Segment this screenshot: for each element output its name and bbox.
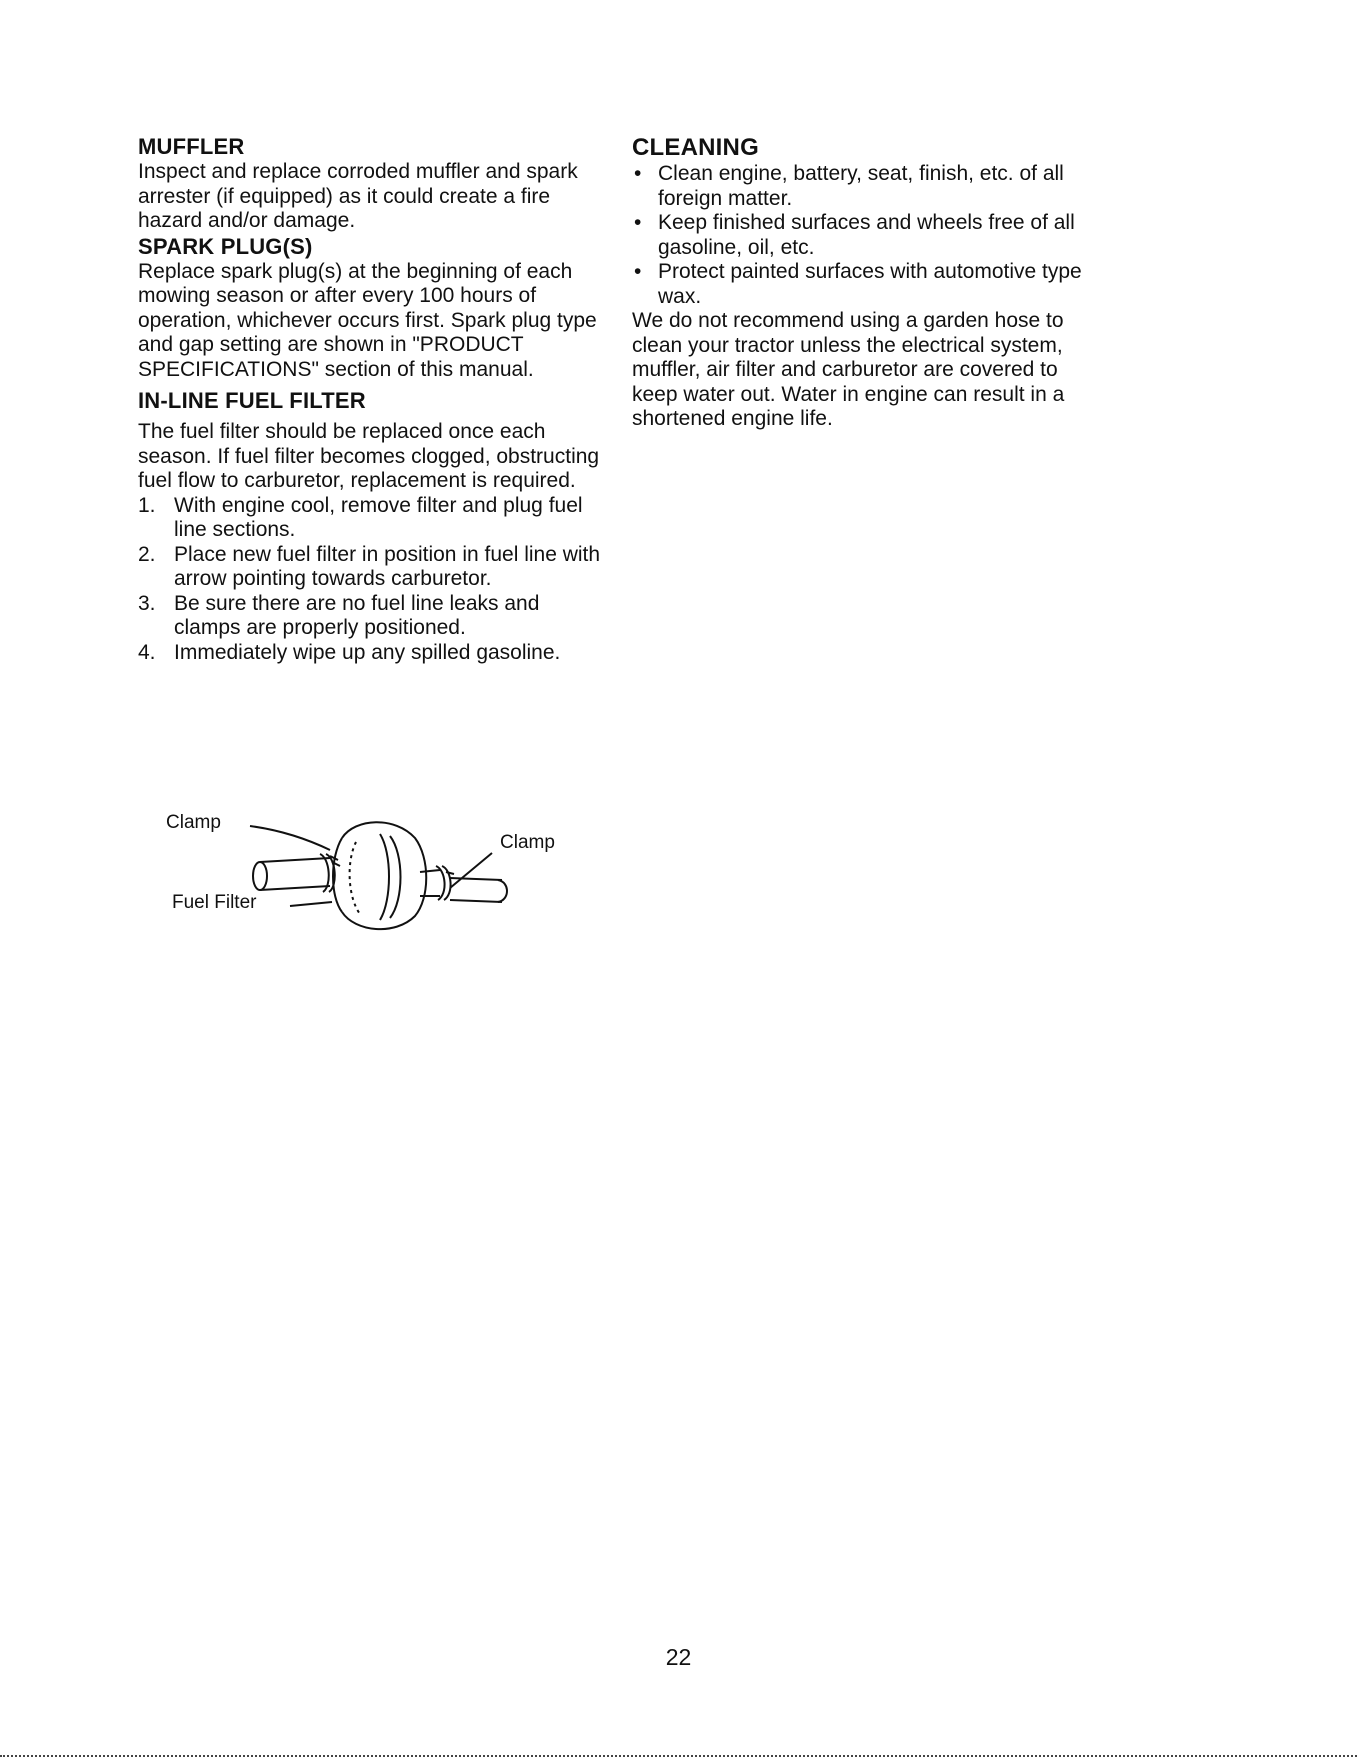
muffler-section — [138, 134, 608, 234]
bullet-glyph: • — [634, 211, 642, 234]
step-number: 4. — [138, 640, 156, 664]
list-item — [632, 211, 1102, 260]
fuel-filter-body: The fuel filter should be replaced once each season. If fuel filter becomes clogged, obstructing fuel flow to carburetor, replacement is required. — [138, 420, 600, 492]
muffler-heading: MUFFLER — [138, 134, 245, 159]
spark-plug-section — [138, 234, 608, 383]
cleaning-heading: CLEANING — [632, 134, 759, 161]
bottom-rule — [0, 1755, 1357, 1757]
cleaning-section — [632, 134, 1102, 432]
fuel-filter-heading: IN-LINE FUEL FILTER — [138, 388, 366, 413]
clamp-label-left: Clamp — [166, 812, 221, 833]
cleaning-body: We do not recommend using a garden hose to clean your tractor unless the electrical system, muffler, air filter and carburetor are covered to keep water out. Water in engine can result in a shortened engine life. — [632, 309, 1065, 430]
fuel-filter-steps — [138, 494, 608, 666]
step-text: Place new fuel filter in position in fuel line with arrow pointing towards carburetor. — [174, 542, 601, 590]
bullet-text: Keep finished surfaces and wheels free of all gasoline, oil, etc. — [658, 211, 1075, 259]
bullet-glyph: • — [634, 260, 642, 283]
step-item — [138, 641, 608, 666]
spark-plug-heading: SPARK PLUG(S) — [138, 233, 313, 259]
step-text: With engine cool, remove filter and plug fuel line sections. — [174, 493, 583, 541]
step-item — [138, 592, 608, 641]
step-item — [138, 543, 608, 592]
bullet-glyph: • — [634, 162, 642, 185]
spark-plug-body: Replace spark plug(s) at the beginning of each mowing season or after every 100 hours of operation, whichever occurs first. Spark plug type and gap setting are shown in "PRODUCT SPECIFICATIONS" section of this manual. — [138, 259, 597, 381]
step-number: 2. — [138, 542, 156, 566]
clamp-label-right: Clamp — [500, 832, 555, 853]
fuel-filter-figure — [166, 808, 600, 948]
step-text: Be sure there are no fuel line leaks and clamps are properly positioned. — [174, 591, 540, 639]
cleaning-bullets — [632, 162, 1102, 309]
fuel-filter-drawing — [180, 808, 600, 948]
step-item — [138, 494, 608, 543]
right-column — [632, 134, 1102, 432]
fuel-filter-section — [138, 388, 608, 665]
muffler-body: Inspect and replace corroded muffler and spark arrester (if equipped) as it could create a fire hazard and/or damage. — [138, 160, 578, 232]
step-number: 1. — [138, 493, 156, 517]
step-text: Immediately wipe up any spilled gasoline. — [174, 640, 561, 664]
step-number: 3. — [138, 591, 156, 615]
list-item — [632, 260, 1102, 309]
fuel-filter-label: Fuel Filter — [172, 892, 257, 913]
left-column — [138, 134, 608, 665]
bullet-text: Clean engine, battery, seat, finish, etc. of all foreign matter. — [658, 162, 1064, 210]
list-item — [632, 162, 1102, 211]
bullet-text: Protect painted surfaces with automotive type wax. — [658, 260, 1082, 308]
page-number: 22 — [665, 1644, 692, 1670]
